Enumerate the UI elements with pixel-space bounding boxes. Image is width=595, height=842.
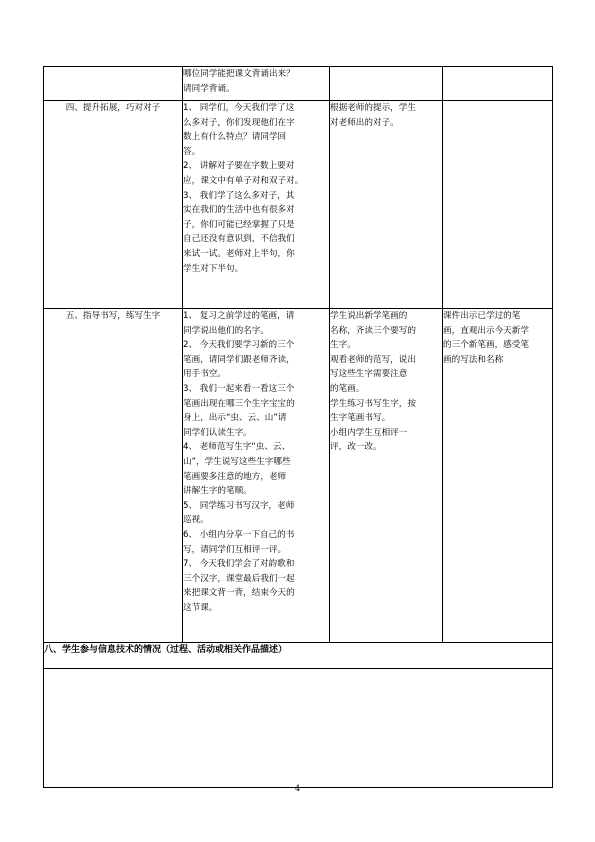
text-line: 请同学背诵。 [183,83,235,94]
text-line: 么多对子，你们发现他们在字 [183,117,295,128]
design-purpose-cell [443,101,553,309]
text-line: 的三个新笔画，感受笔 [443,340,529,351]
table-row [44,669,553,788]
text-line: 应，课文中有单子对和双子对。 [183,175,304,186]
step-cell [44,67,183,101]
text-line: 2、 讲解对子要在字数上要对 [183,161,295,172]
design-purpose-cell [443,67,553,101]
text-line: 学生练习书写生字，按 [330,398,416,409]
text-line: 三个汉字，课堂最后我们一起 [183,573,295,584]
text-line: 的笔画。 [330,383,365,394]
text-line: 课件出示已学过的笔 [443,311,521,321]
text-line: 笔画，请同学们跟老师齐读， [183,354,295,365]
text-line: 写这些生字需要注意 [330,369,408,380]
step-cell [44,101,183,309]
text-line: 身上，出示“虫、云、山”请 [183,413,287,424]
text-line: 用手书空。 [183,369,226,380]
text-line: 生字笔画书写。 [330,413,391,424]
lesson-plan-table [43,66,553,788]
text-line: 讲解生字的笔顺。 [183,486,252,497]
text-line: 6、 小组内分享一下自己的书 [183,529,295,540]
text-line: 画，直观出示今天新学 [443,325,529,336]
text-line: 4、 老师范写生字“虫、云、 [183,442,291,453]
student-activity-cell [330,67,443,101]
text-line: 评，改一改。 [330,442,382,453]
step-cell [44,309,183,643]
text-line: 写，请同学们互相评一评。 [183,544,287,555]
table-row [44,309,553,643]
table-row [44,101,553,309]
text-line: 3、 我们一起来看一看这三个 [183,383,295,394]
text-line: 观看老师的范写，说出 [330,354,416,365]
text-line: 笔画出现在哪三个生字宝宝的 [183,398,295,409]
text-line: 学生对下半句。 [183,263,244,274]
text-line: 1、 同学们，今天我们学了这 [183,103,295,113]
text-line: 同学说出他们的名字。 [183,325,269,336]
page-number: 4 [294,784,301,793]
design-purpose-cell [443,309,553,643]
text-line: 3、 我们学了这么多对子，其 [183,190,295,201]
text-line: 2、 今天我们要学习新的三个 [183,340,295,351]
text-line: 自己还没有意识到，不信我们 [183,234,295,245]
student-activity-cell [330,101,443,309]
text-line: 哪位同学能把课文背诵出来？ [183,69,295,79]
text-line: 同学们认读生字。 [183,427,252,438]
text-line: 来试一试。老师对上半句，你 [183,248,295,259]
text-line: 1、 复习之前学过的笔画，请 [183,311,295,321]
text-line: 学生说出新学笔画的 [330,311,408,321]
table-row [44,67,553,101]
step-label: 四、提升拓展，巧对对子 [65,103,161,113]
text-line: 子，你们可能已经掌握了只是 [183,219,295,230]
text-line: 名称，齐读三个要写的 [330,325,416,336]
text-line: 画的写法和名称 [443,354,504,365]
text-line: 7、 今天我们学会了对韵歌和 [183,559,295,570]
text-line: 根据老师的提示，学生 [330,103,416,113]
text-line: 山”，学生说写这些生字哪些 [183,456,291,467]
text-line: 数上有什么特点？请同学回 [183,132,287,143]
text-line: 对老师出的对子。 [330,117,399,128]
table-row [44,643,553,669]
text-line: 来把课文背一背，结束今天的 [183,588,295,599]
student-activity-cell [330,309,443,643]
section-8-title: 八、学生参与信息技术的情况（过程、活动或相关作品描述） [44,643,553,669]
text-line: 生字。 [330,340,356,351]
text-line: 5、 同学练习书写汉字，老师 [183,500,295,511]
teacher-activity-cell [183,67,330,101]
text-line: 这节课。 [183,602,218,613]
text-line: 巡视。 [183,515,209,526]
step-label: 五、指导书写，练写生字 [65,311,161,321]
text-line: 笔画要多注意的地方，老师 [183,471,287,482]
text-line: 实在我们的生活中也有很多对 [183,205,295,216]
text-line: 答。 [183,146,201,157]
teacher-activity-cell [183,309,330,643]
teacher-activity-cell [183,101,330,309]
section-8-body [44,669,553,788]
text-line: 小组内学生互相评一 [330,427,408,438]
